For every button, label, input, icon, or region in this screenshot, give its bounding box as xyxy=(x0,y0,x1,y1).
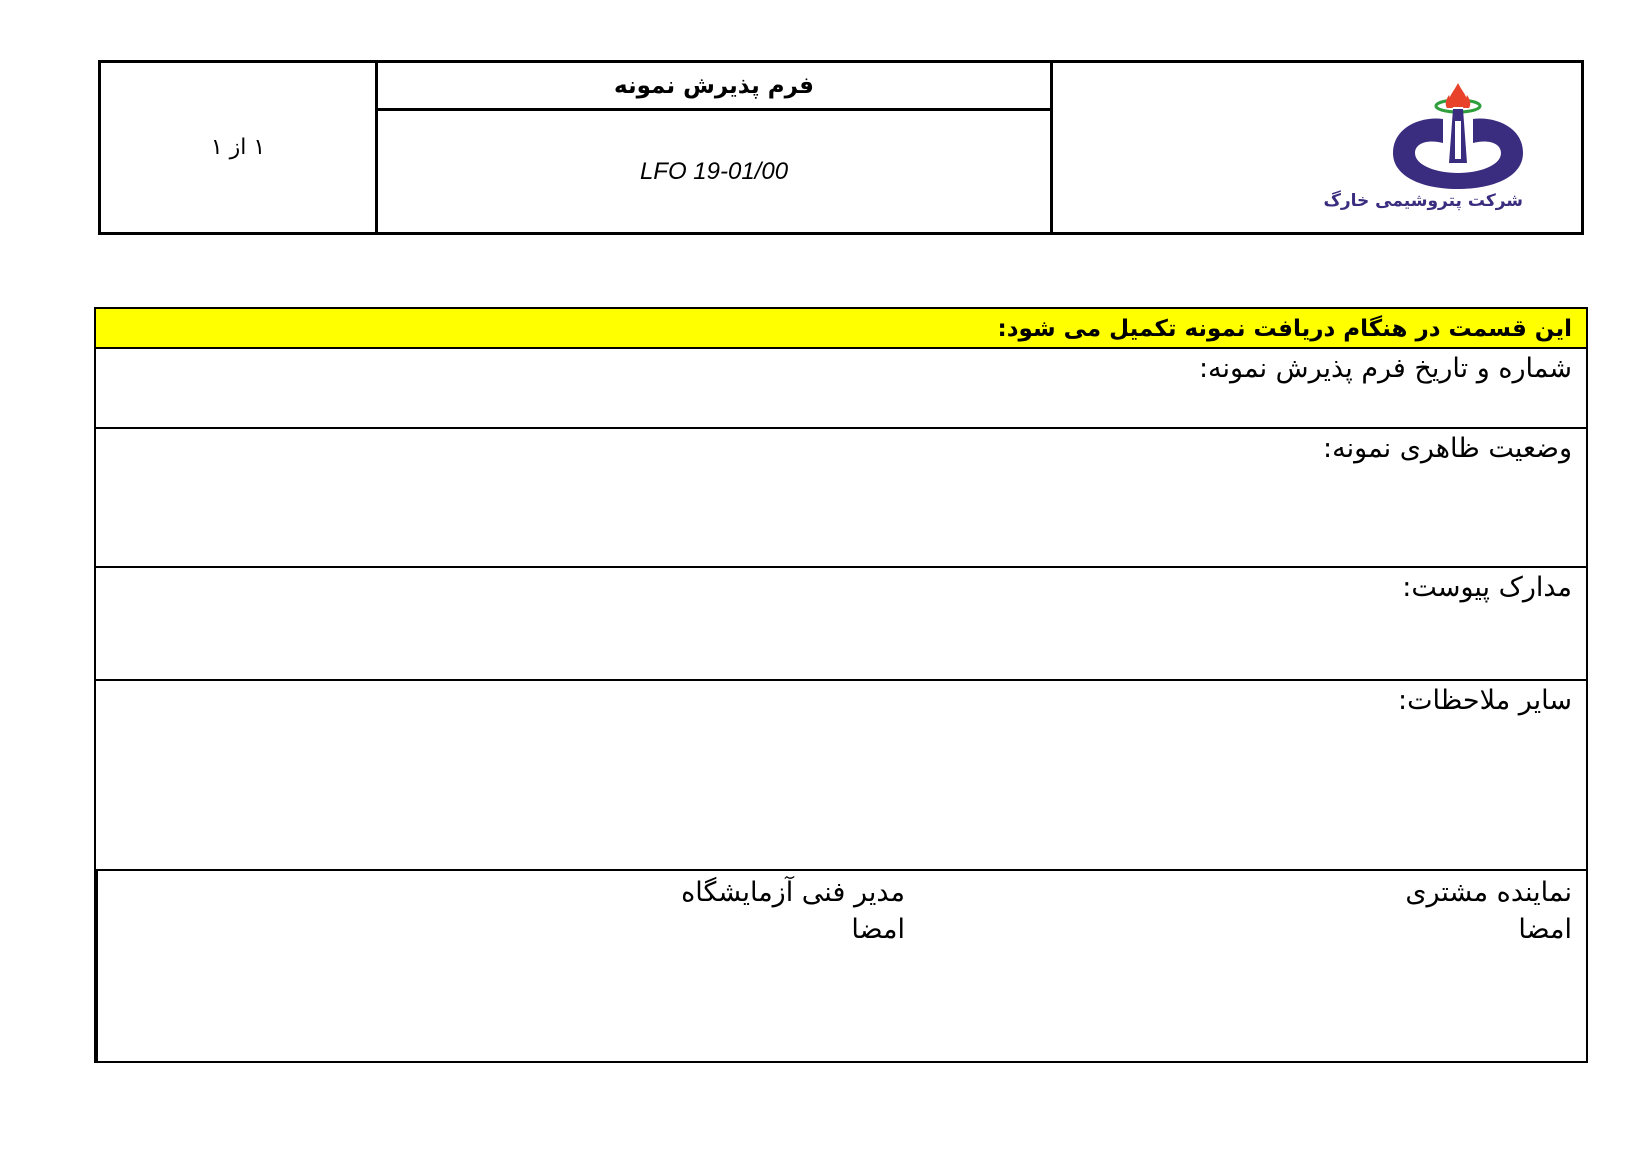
form-title: فرم پذیرش نمونه xyxy=(378,63,1050,111)
remarks-field[interactable] xyxy=(96,681,1586,871)
remarks-label: سایر ملاحظات: xyxy=(1398,685,1572,716)
document-header xyxy=(98,60,1584,235)
number-date-field[interactable] xyxy=(96,349,1586,429)
instruction-banner: این قسمت در هنگام دریافت نمونه تکمیل می شود: xyxy=(96,309,1586,349)
attachments-label: مدارک پیوست: xyxy=(1402,572,1572,603)
sample-acceptance-form xyxy=(94,307,1588,1063)
company-name: شرکت پتروشیمی خارگ xyxy=(1323,191,1523,211)
page-indicator: ۱ از ۱ xyxy=(101,63,378,232)
company-logo-icon xyxy=(1383,81,1533,193)
appearance-field[interactable] xyxy=(96,429,1586,568)
customer-signature-box[interactable] xyxy=(919,871,1586,1061)
appearance-label: وضعیت ظاهری نمونه: xyxy=(1323,433,1572,464)
company-logo-cell xyxy=(1053,63,1581,232)
customer-sign-label: امضا xyxy=(1518,914,1572,945)
customer-rep-label: نماینده مشتری xyxy=(1405,877,1572,908)
lab-manager-signature-box[interactable] xyxy=(96,871,919,1061)
lab-sign-label: امضا xyxy=(851,914,905,945)
form-code: LFO 19-01/00 xyxy=(639,157,789,185)
number-date-label: شماره و تاریخ فرم پذیرش نمونه: xyxy=(1198,353,1572,384)
lab-manager-label: مدیر فنی آزمایشگاه xyxy=(681,877,905,908)
signature-section xyxy=(96,871,1586,1061)
header-title-block xyxy=(378,63,1053,232)
attachments-field[interactable] xyxy=(96,568,1586,681)
